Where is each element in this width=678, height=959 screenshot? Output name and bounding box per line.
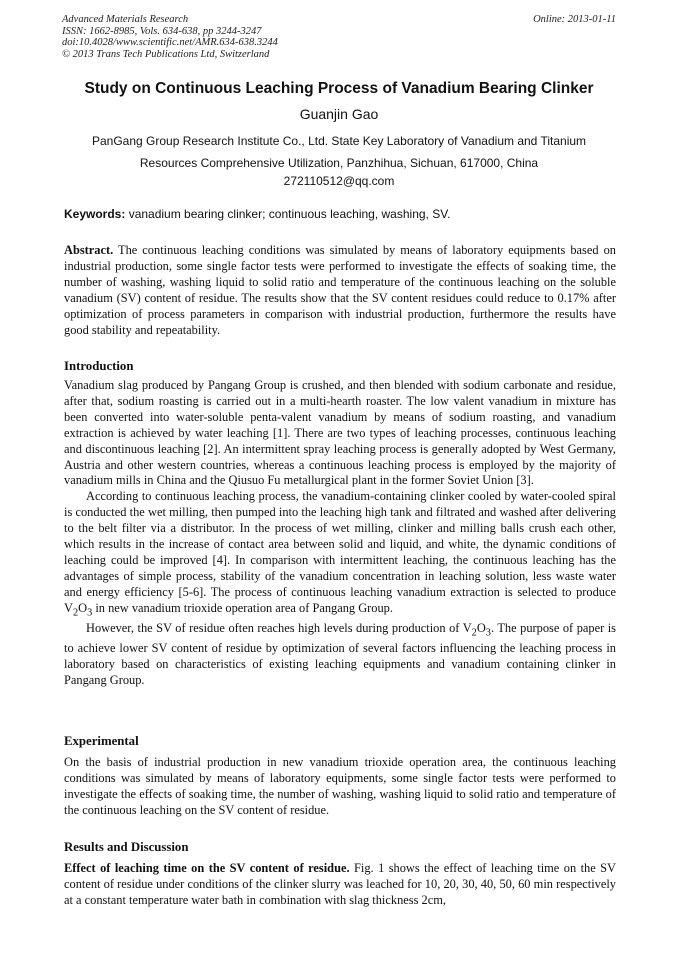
paper-title: Study on Continuous Leaching Process of Vanadium Bearing Clinker <box>84 80 594 97</box>
intro-p3-text-a: However, the SV of residue often reaches high levels during production of <box>86 621 463 636</box>
experimental-body <box>64 755 616 819</box>
results-body <box>64 861 616 909</box>
online-date: Online: 2013-01-11 <box>533 14 616 25</box>
results-text: Fig. 1 shows the effect of leaching time on the SV content of residue under conditions of the clinker slurry was leached for 10, 20, 30, 40, 50, 60 min respectively at a constant temperature water bath in combination with slag thickness 2cm, <box>64 861 616 907</box>
affiliation-line-2: Resources Comprehensive Utilization, Panzhihua, Sichuan, 617000, China <box>139 156 539 170</box>
intro-paragraph-1: Vanadium slag produced by Pangang Group is crushed, and then blended with sodium carbonate and residue, after that, sodium roasting is carried out in a multi-hearth roaster. The low valent vanadium in mixture has been converted into water-soluble penta-valent vanadium by means of sodium roasting, and vanadium extraction is achieved by water leaching [1]. There are two types of leaching processes, continuous leaching and discontinuous leaching [2]. An intermittent spray leaching process is generally adopted by West Germany, Austria and other western countries, whereas a continuous leaching process is employed by the majority of vanadium mills in China and the Qiusuo Fu metallurgical plant in the former Soviet Union [3]. <box>64 378 616 488</box>
issn-line: ISSN: 1662-8985, Vols. 634-638, pp 3244-3247 <box>62 25 262 37</box>
abstract <box>64 243 616 338</box>
affiliation-line-1: PanGang Group Research Institute Co., Ltd. State Key Laboratory of Vanadium and Titanium <box>91 134 587 148</box>
abstract-text: The continuous leaching conditions was simulated by means of laboratory equipments based on industrial production, some single factor tests were performed to investigate the effects of soaking time, the number of washing, washing liquid to solid ratio and temperature of the continuous leaching on the soluble vanadium (SV) content of residue. The results show that the SV content residues could reduce to 0.17% after optimization of process parameters in comparison with industrial production, furthermore the results have good stability and repeatability. <box>64 243 616 337</box>
copyright-line: © 2013 Trans Tech Publications Ltd, Switzerland <box>62 48 270 60</box>
introduction-body <box>64 378 616 689</box>
abstract-label: Abstract. <box>64 243 114 257</box>
intro-paragraph-2 <box>64 489 616 621</box>
journal-header <box>62 14 616 60</box>
intro-paragraph-3 <box>64 621 616 689</box>
intro-p3-text-b: . The purpose of paper is to achieve lower SV content of residue by optimization of several factors influencing the leaching process in laboratory based on characteristics of existing leaching equipments and vanadium containing clinker in Pangang Group. <box>64 621 616 688</box>
doi-line: doi:10.4028/www.scientific.net/AMR.634-638.3244 <box>62 37 278 49</box>
section-heading-results: Results and Discussion <box>64 840 189 854</box>
keywords-text: vanadium bearing clinker; continuous leaching, washing, SV. <box>125 207 451 221</box>
experimental-paragraph-1: On the basis of industrial production in new vanadium trioxide operation area, the continuous leaching conditions was simulated by means of laboratory equipments, some single factor tests were performed to investigate the effects of soaking time, the number of washing, washing liquid to solid ratio and temperature of the continuous leaching on the SV content of residue. <box>64 755 616 817</box>
formula-v2o3: $V_2O_3$ <box>64 600 93 619</box>
intro-p2-text-b: in new vanadium trioxide operation area of Pangang Group. <box>92 600 393 615</box>
section-heading-experimental: Experimental <box>64 734 139 748</box>
keywords <box>64 207 616 221</box>
intro-p2-text-a: According to continuous leaching process, the vanadium-containing clinker cooled by water-cooled spiral is conducted the wet milling, then pumped into the leaching high tank and filtrated and washed after delivering to the belt filter via a distributor. In the process of wet milling, clinker and milling balls crush each other, which results in the increase of contact area between solid and liquid, and white, the dynamic conditions of leaching could be improved [4]. In comparison with intermittent leaching, the continuous leaching has the advantages of simple process, stability of the vanadium concentration in leaching solution, less waste water and energy efficiency [5-6]. The process of continuous leaching vanadium extraction is selected to produce <box>64 489 616 599</box>
section-heading-introduction: Introduction <box>64 359 134 373</box>
author-email: 272110512@qq.com <box>283 174 395 188</box>
results-subheading: Effect of leaching time on the SV content of residue. <box>64 861 350 875</box>
author-name: Guanjin Gao <box>299 106 379 122</box>
affiliation <box>0 130 678 174</box>
formula-v2o3: $V_2O_3$ <box>462 621 491 639</box>
journal-name: Advanced Materials Research <box>62 14 189 25</box>
keywords-label: Keywords: <box>64 207 126 221</box>
